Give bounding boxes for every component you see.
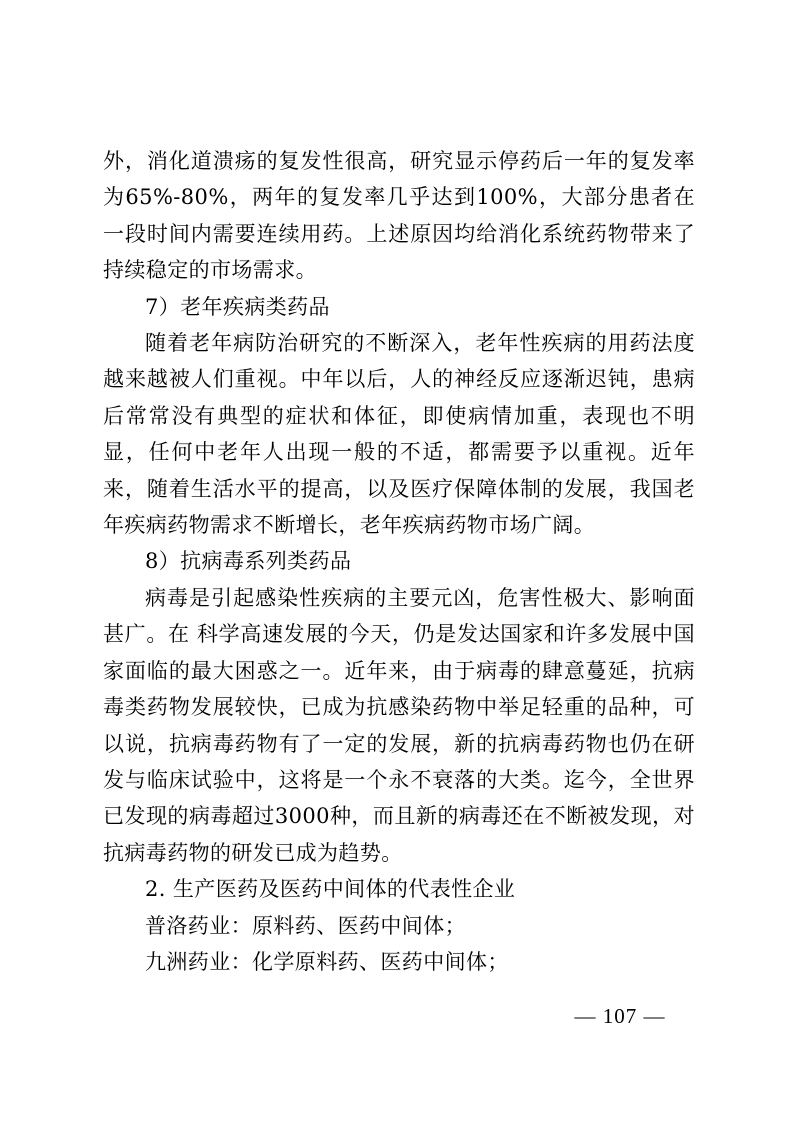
page-number: — 107 — — [574, 1004, 666, 1028]
paragraph-antiviral-drugs: 病毒是引起感染性疾病的主要元凶，危害性极大、影响面甚广。在 科学高速发展的今天，仍是发达国家和许多发展中国家面临的最大困惑之一。近年来，由于病毒的肆意蔓延，抗病毒类药物发展较快，已成为抗感染药物中举足轻重的品种，可以说，抗病毒药物有了一定的发展，新的抗病毒药物也仍在研发与临床试验中，这将是一个永不衰落的大类。迄今，全世界已发现的病毒超过3000种，而且新的病毒还在不断被发现，对抗病毒药物的研发已成为趋势。 — [103, 585, 695, 865]
paragraph-digestive-continued: 外，消化道溃疡的复发性很高，研究显示停药后一年的复发率为65%-80%，两年的复发率几乎达到100%，大部分患者在一段时间内需要连续用药。上述原因均给消化系统药物带来了持续稳定的市场需求。 — [103, 149, 695, 283]
paragraph-elderly-drugs: 随着老年病防治研究的不断深入，老年性疾病的用药法度越来越被人们重视。中年以后，人的神经反应逐渐迟钝，患病后常常没有典型的症状和体征，即使病情加重，表现也不明显，任何中老年人出现一般的不适，都需要予以重视。近年来，随着生活水平的提高，以及医疗保障体制的发展，我国老年疾病药物需求不断增长，老年疾病药物市场广阔。 — [103, 331, 695, 538]
heading-representative-companies: 2. 生产医药及医药中间体的代表性企业 — [145, 877, 516, 902]
heading-antiviral-drugs: 8）抗病毒系列类药品 — [145, 549, 352, 574]
list-item-company-jiuzhou: 九洲药业：化学原料药、医药中间体； — [145, 949, 509, 974]
list-item-company-puluo: 普洛药业：原料药、医药中间体； — [145, 913, 466, 938]
page-body — [103, 143, 695, 980]
heading-elderly-drugs: 7）老年疾病类药品 — [145, 294, 330, 319]
